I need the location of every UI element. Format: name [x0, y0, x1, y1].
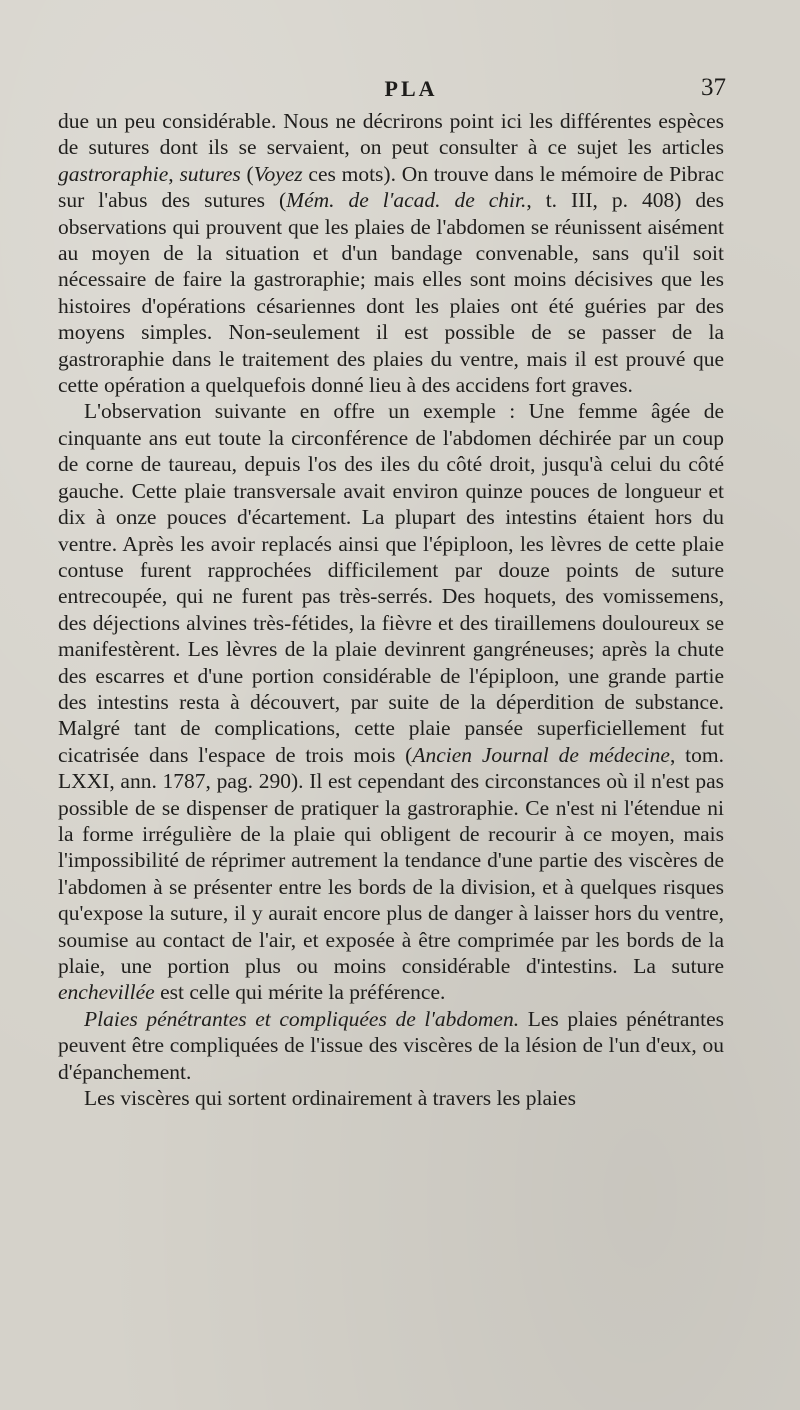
running-head: PLA [384, 76, 438, 101]
paragraph [58, 398, 724, 1005]
italic-text: Mém. de l'acad. de chir. [286, 188, 527, 213]
paragraph [58, 108, 724, 398]
text-run: due un peu considérable. Nous ne décrirons point ici les différentes espèces de sutures dont ils se servaient, on peut consulter à ce sujet les articles [58, 109, 724, 160]
page-header [62, 76, 726, 110]
italic-text: enchevillée [58, 980, 155, 1005]
paragraph [58, 1085, 724, 1111]
body-text [58, 108, 724, 1111]
text-run: , tom. LXXI, ann. 1787, pag. 290). Il est cependant des circonstances où il n'est pas possible de se dispenser de pratiquer la gastroraphie. Ce n'est ni l'étendue ni la forme irrégulière de la plaie qui obligent de recourir à ce moyen, mais l'impossibilité de réprimer autrement la tendance d'une partie des viscères de l'abdomen à se présenter entre les bords de la division, et à quelques risques qu'expose la suture, il y aurait encore plus de danger à laisser hors du ventre, soumise au contact de l'air, et exposée à être comprimée par les bords de la plaie, une portion plus ou moins considérable d'intestins. La suture [58, 742, 724, 978]
text-run: L'observation suivante en offre un exemple : Une femme âgée de cinquante ans eut toute la circonférence de l'abdomen déchirée par un coup de corne de taureau, depuis l'os des iles du côté droit, jusqu'à celui du côté gauche. Cette plaie transversale avait environ quinze pouces de longueur et dix à onze pouces d'écartement. La plupart des intestins étaient hors du ventre. Après les avoir replacés ainsi que l'épiploon, les lèvres de cette plaie contuse furent rapprochées difficilement par douze points de suture entrecoupée, qui ne furent pas très-serrés. Des hoquets, des vomissemens, des déjections alvines très-fétides, la fièvre et des tiraillemens douloureux se manifestèrent. Les lèvres de la plaie devinrent gangréneuses; après la chute des escarres et d'une portion considérable de l'épiploon, une grande partie des intestins resta à découvert, par suite de la déperdition de substance. Malgré tant de complications, cette plaie pansée superficiellement fut cicatrisée dans l'espace de trois mois ( [58, 399, 724, 767]
italic-text: Voyez [253, 161, 303, 186]
text-run: est celle qui mérite la préférence. [154, 980, 446, 1005]
page-number: 37 [701, 74, 726, 101]
paragraph [58, 1006, 724, 1085]
text-run: , [168, 161, 180, 186]
italic-text: Plaies pénétrantes et compliquées de l'abdomen. [84, 1006, 520, 1031]
text-run: ( [240, 161, 254, 186]
text-run: ces mots). On trouve dans le mémoire de Pibrac sur l'abus des sutures ( [58, 161, 724, 213]
italic-text: Ancien Journal de médecine [412, 742, 670, 767]
text-run: , t. III, p. 408) des observations qui prouvent que les plaies de l'abdomen se réunissent aisément au moyen de la situation et d'un bandage convenable, sans qu'il soit nécessaire de faire la gastroraphie; mais elles sont moins décisives que les histoires d'opérations césariennes dont les plaies ont été guéries par des moyens simples. Non-seulement il est possible de se passer de la gastroraphie dans le traitement des plaies du ventre, mais il est prouvé que cette opération a quelquefois donné lieu à des accidens fort graves. [58, 188, 724, 398]
italic-text: gastroraphie [58, 161, 169, 186]
text-run: Les plaies pénétrantes peuvent être compliquées de l'issue des viscères de la lésion de l'un d'eux, ou d'épanchement. [58, 1006, 725, 1084]
text-run: Les viscères qui sortent ordinairement à travers les plaies [84, 1086, 576, 1111]
italic-text: sutures [179, 161, 241, 186]
